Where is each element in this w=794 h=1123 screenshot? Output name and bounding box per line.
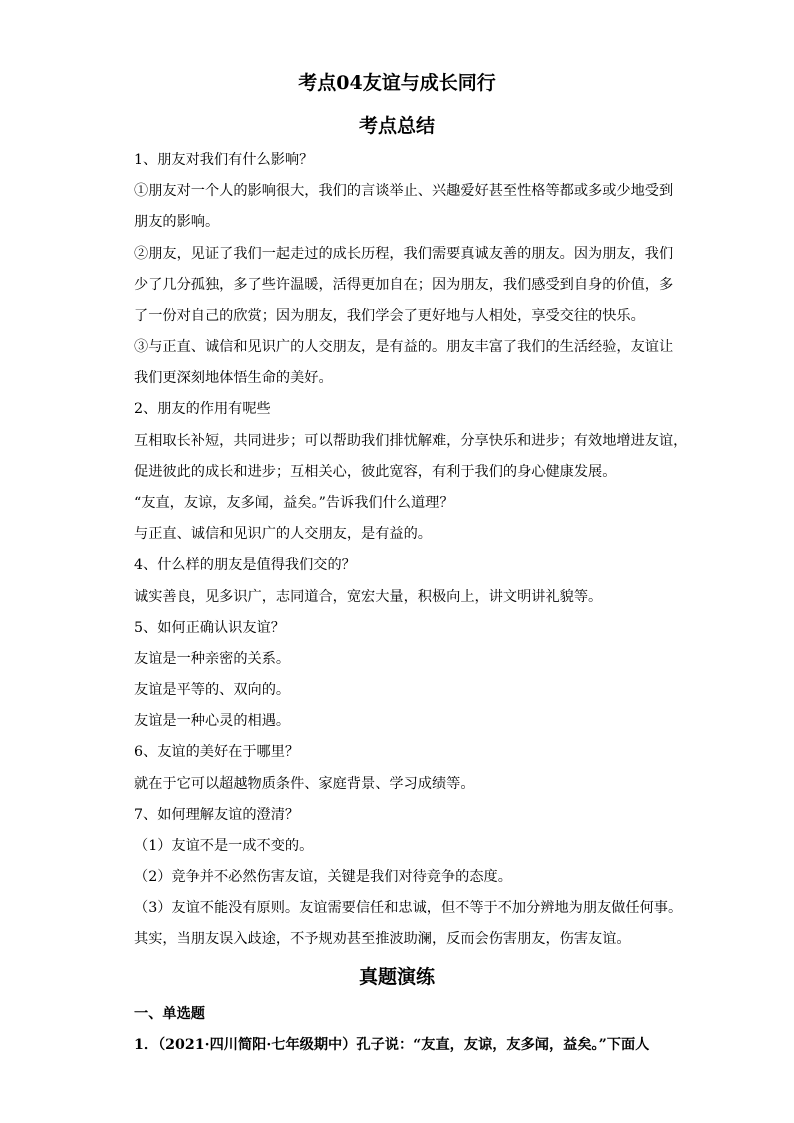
answer-line: 与正直、诚信和见识广的人交朋友，是有益的。 [134,526,432,542]
exercise-question-1: 1．（2021·四川简阳·七年级期中）孔子说：“友直，友谅，友多闻，益矣。”下面人 [134,1037,650,1053]
answer-line: 友谊是一种心灵的相遇。 [134,713,291,729]
answer-line: 诚实善良，见多识广，志同道合，宽宏大量，积极向上，讲文明讲礼貌等。 [134,589,603,605]
page-title: 考点04友谊与成长同行 [298,72,496,94]
question-type-heading: 一、单选题 [134,1006,205,1022]
answer-line: 友谊是平等的、双向的。 [134,682,291,698]
answer-line: ②朋友，见证了我们一起走过的成长历程，我们需要真诚友善的朋友。因为朋友，我们 [134,246,674,262]
answer-line: （3）友谊不能没有原则。友谊需要信任和忠诚，但不等于不加分辨地为朋友做任何事。 [134,900,683,916]
answer-line: 少了几分孤独，多了些许温暖，活得更加自在；因为朋友，我们感受到自身的价值，多 [134,277,674,293]
question-7-heading: 7、如何理解友谊的澄清？ [134,807,300,823]
answer-line: （2）竞争并不必然伤害友谊，关键是我们对待竞争的态度。 [134,869,512,885]
answer-line: 了一份对自己的欣赏；因为朋友，我们学会了更好地与人相处，享受交往的快乐。 [134,308,645,324]
answer-line: 朋友的影响。 [134,214,220,230]
answer-line: ③与正直、诚信和见识广的人交朋友，是有益的。朋友丰富了我们的生活经验，友谊让 [134,339,674,355]
question-3-heading: “友直，友谅，友多闻，益矣。”告诉我们什么道理？ [134,495,454,511]
question-1-heading: 1、朋友对我们有什么影响？ [134,152,314,168]
question-2-heading: 2、朋友的作用有呢些 [134,401,271,417]
question-6-heading: 6、友谊的美好在于哪里？ [134,744,300,760]
answer-line: 我们更深刻地体悟生命的美好。 [134,370,333,386]
question-4-heading: 4、什么样的朋友是值得我们交的？ [134,557,356,573]
answer-line: ①朋友对一个人的影响很大，我们的言谈举止、兴趣爱好甚至性格等都或多或少地受到 [134,183,674,199]
answer-line: 友谊是一种亲密的关系。 [134,651,291,667]
answer-line: 促进彼此的成长和进步；互相关心，彼此宽容，有利于我们的身心健康发展。 [134,464,617,480]
answer-line: 其实，当朋友误入歧途，不予规劝甚至推波助澜，反而会伤害朋友，伤害友谊。 [134,931,631,947]
answer-line: 就在于它可以超越物质条件、家庭背景、学习成绩等。 [134,776,475,792]
section-heading-summary: 考点总结 [358,115,435,137]
question-5-heading: 5、如何正确认识友谊？ [134,620,285,636]
answer-line: 互相取长补短，共同进步；可以帮助我们排忧解难，分享快乐和进步；有效地增进友谊， [134,433,688,449]
section-heading-exercises: 真题演练 [358,966,435,988]
answer-line: （1）友谊不是一成不变的。 [134,838,314,854]
